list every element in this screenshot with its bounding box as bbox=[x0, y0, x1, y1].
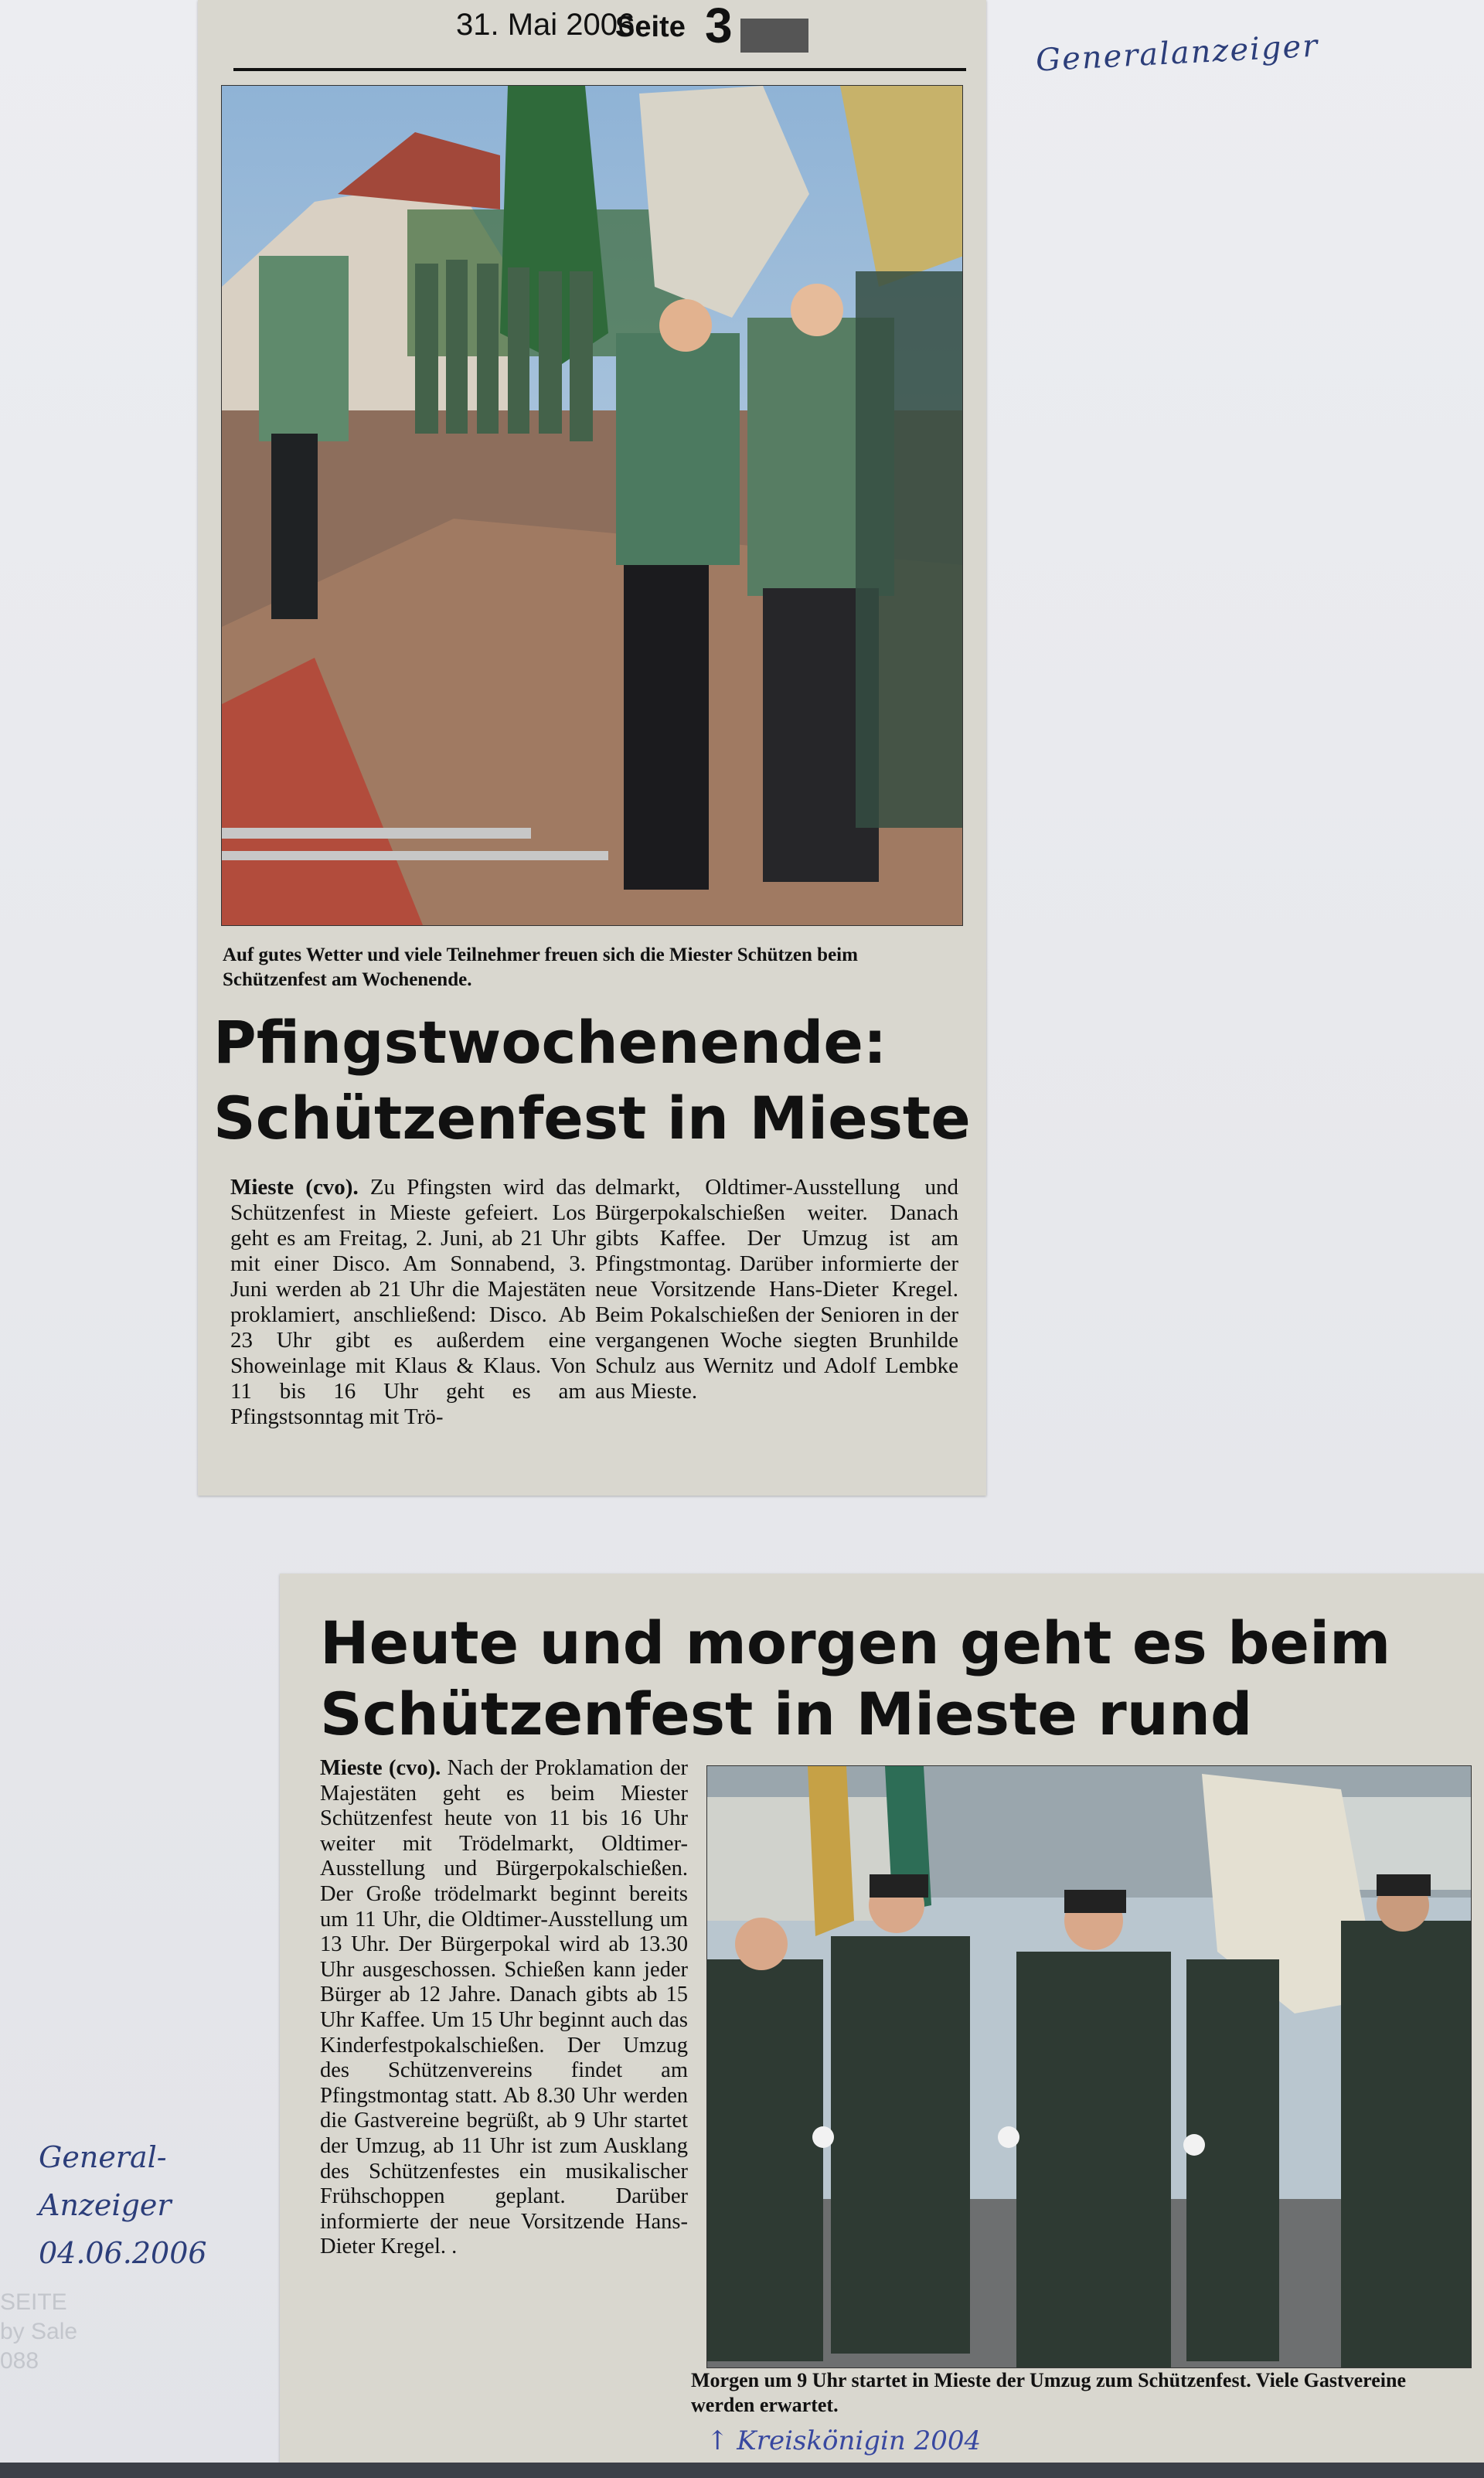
photo-umzug-image bbox=[707, 1766, 1471, 2367]
photo-schuetzen-street-image bbox=[222, 86, 962, 925]
page-label: Seite bbox=[615, 11, 686, 43]
photo-umzug bbox=[706, 1765, 1472, 2368]
headline-1-line-2: Schützenfest in Mieste bbox=[213, 1084, 971, 1152]
headline-1 bbox=[213, 1005, 986, 1156]
handwritten-date-note bbox=[39, 2133, 207, 2277]
page-number: 3 bbox=[705, 0, 733, 53]
photo-caption-2: Morgen um 9 Uhr startet in Mieste der Umzug zum Schützenfest. Viele Gastvereine werden erwartet. bbox=[691, 2369, 1406, 2416]
show-through-text bbox=[0, 2288, 77, 2376]
ghost-line-1: SEITE bbox=[0, 2289, 67, 2315]
headline-1-line-1: Pfingstwochenende: bbox=[213, 1008, 887, 1077]
article-1-column-1 bbox=[230, 1175, 586, 1430]
headline-2 bbox=[320, 1608, 1479, 1750]
handwritten-source-note: Generalanzeiger bbox=[1035, 28, 1320, 79]
clipping-date: 31. Mai 2006 bbox=[456, 8, 635, 42]
ghost-line-3: 088 bbox=[0, 2348, 39, 2374]
article-2-column bbox=[320, 1756, 688, 2260]
handwritten-line-3: 04.06.2006 bbox=[39, 2236, 207, 2270]
photo-schuetzen-street bbox=[221, 85, 963, 926]
handwritten-line-1: General- bbox=[39, 2140, 167, 2174]
ghost-line-2: by Sale bbox=[0, 2319, 78, 2344]
photo-caption-1: Auf gutes Wetter und viele Teilnehmer freuen sich die Miester Schützen beim Schützenfest am Wochenende. bbox=[223, 945, 858, 990]
headline-2-line-2: Schützenfest in Mieste rund bbox=[320, 1680, 1253, 1748]
headline-2-line-1: Heute und morgen geht es beim bbox=[320, 1608, 1391, 1677]
album-binding-edge bbox=[0, 2463, 1484, 2478]
article-1-text-1: Zu Pfingsten wird das Schützenfest in Mieste gefeiert. Los geht es am Freitag, 2. Juni, ab 21 Uhr mit einer Disco. Am Sonnabend, 3. Juni werden ab 21 Uhr die Majestäten proklamiert, anschließend: Disco. Ab 23 Uhr gibt es außerdem eine Showeinlage mit Klaus & Klaus. Von 11 bis 16 Uhr geht es am Pfingstsonntag mit Trö- bbox=[230, 1175, 586, 1429]
handwritten-kreiskoenigin-note: ↑ Kreiskönigin 2004 bbox=[706, 2425, 982, 2456]
header-block bbox=[740, 19, 808, 53]
article-2-text: Nach der Proklamation der Majestäten geht es beim Miester Schützenfest heute von 11 bis 16 Uhr weiter mit Trödelmarkt, Oldtimer-Ausstellung und Bürgerpokalschießen. Der Große trödelmarkt beginnt bereits um 11 Uhr, die Oldtimer-Ausstellung um 13 Uhr. Der Bürgerpokal wird ab 13.30 Uhr ausgeschossen. Schießen kann jeder Bürger ab 12 Jahre. Danach gibts ab 15 Uhr Kaffee. Um 15 Uhr beginnt auch das Kinderfestpokalschießen. Der Umzug des Schützenvereins findet am Pfingstmontag statt. Ab 8.30 Uhr werden die Gastvereine begrüßt, ab 9 Uhr startet der Umzug, ab 11 Uhr ist zum Ausklang des Schützenfestes ein musikalischer Frühschoppen geplant. Darüber informierte der neue Vorsitzende Hans-Dieter Kregel. . bbox=[320, 1756, 688, 2259]
handwritten-line-2: Anzeiger bbox=[39, 2188, 172, 2222]
dateline-2: Mieste (cvo). bbox=[320, 1756, 441, 1780]
dateline-1: Mieste (cvo). bbox=[230, 1175, 359, 1200]
header-rule bbox=[233, 68, 966, 71]
article-1-column-2: delmarkt, Oldtimer-Ausstellung und Bürgerpokalschießen weiter. Danach gibts Kaffee. Der Umzug ist am Pfingstmontag. Darüber informierte der neue Vorsitzende Hans-Dieter Kregel. Beim Pokalschießen der Senioren in der vergangenen Woche siegten Brunhilde Schulz aus Wernitz und Adolf Lembke aus Mieste. bbox=[595, 1175, 958, 1404]
